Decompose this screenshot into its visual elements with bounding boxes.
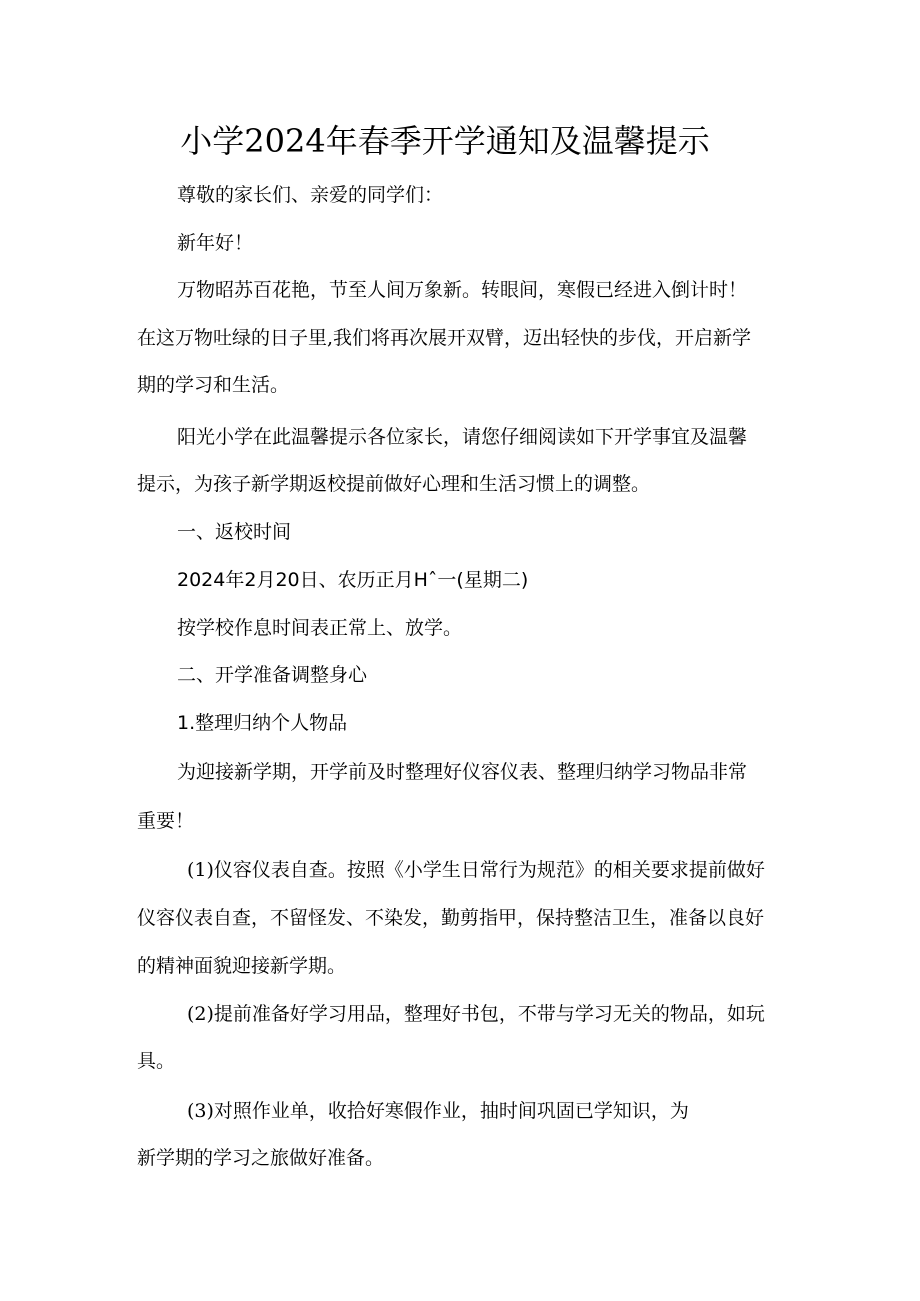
section2-heading: 二、开学准备调整身心 bbox=[177, 664, 368, 686]
intro-line-3: 期的学习和生活。 bbox=[137, 374, 290, 396]
document-title: 小学2024年春季开学通知及温馨提示 bbox=[180, 122, 710, 160]
item3-line-2: 新学期的学习之旅做好准备。 bbox=[137, 1147, 385, 1169]
salutation: 尊敬的家长们、亲爱的同学们： bbox=[177, 184, 444, 206]
greeting: 新年好！ bbox=[177, 232, 254, 254]
return-schedule: 按学校作息时间表正常上、放学。 bbox=[177, 617, 463, 639]
return-date: 2024年2月20日、农历正月Hˆ一(星期二) bbox=[177, 569, 529, 591]
item2-line-2: 具。 bbox=[137, 1050, 176, 1072]
item3-line-1: (3)对照作业单，收拾好寒假作业，抽时间巩固已学知识，为 bbox=[187, 1100, 689, 1122]
item2-line-1: (2)提前准备好学习用品，整理好书包，不带与学习无关的物品，如玩 bbox=[187, 1003, 765, 1025]
intro-line-1: 万物昭苏百花艳，节至人间万象新。转眼间，寒假已经进入倒计时！ bbox=[177, 279, 748, 301]
notice-line-1: 阳光小学在此温馨提示各位家长，请您仔细阅读如下开学事宜及温馨 bbox=[177, 426, 748, 448]
subsection1-heading: 1.整理归纳个人物品 bbox=[177, 712, 348, 734]
notice-line-2: 提示，为孩子新学期返校提前做好心理和生活习惯上的调整。 bbox=[137, 473, 651, 495]
intro-line-2: 在这万物吐绿的日子里,我们将再次展开双臂，迈出轻快的步伐，开启新学 bbox=[137, 327, 752, 349]
subsection1-body-line-2: 重要！ bbox=[137, 810, 195, 832]
section1-heading: 一、返校时间 bbox=[177, 521, 292, 543]
item1-line-3: 的精神面貌迎接新学期。 bbox=[137, 955, 347, 977]
item1-line-1: (1)仪容仪表自查。按照《小学生日常行为规范》的相关要求提前做好 bbox=[187, 859, 765, 881]
item1-line-2: 仪容仪表自查，不留怪发、不染发，勤剪指甲，保持整洁卫生，准备以良好 bbox=[137, 907, 765, 929]
subsection1-body-line-1: 为迎接新学期，开学前及时整理好仪容仪表、整理归纳学习物品非常 bbox=[177, 761, 748, 783]
